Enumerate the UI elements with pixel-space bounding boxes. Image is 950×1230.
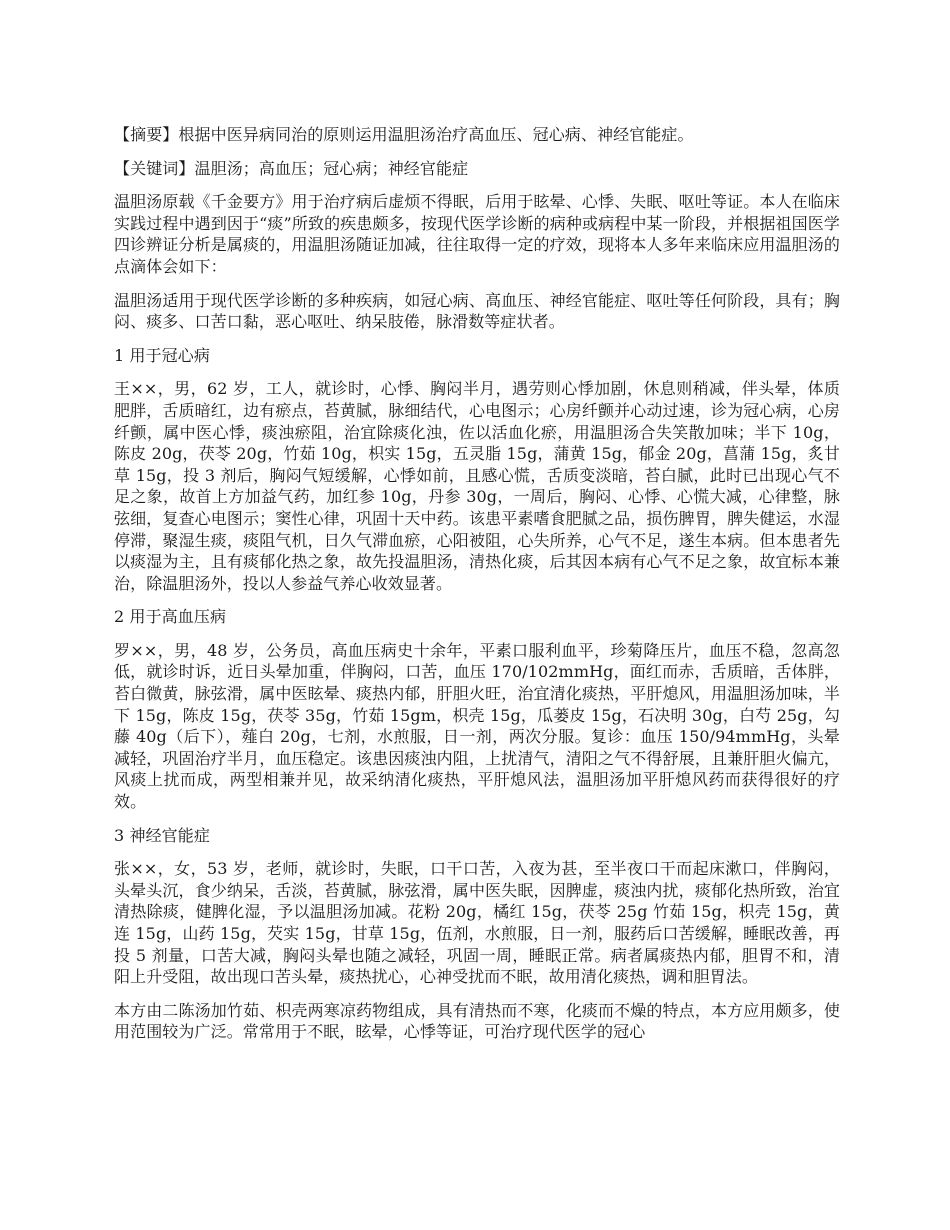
section-heading-neurosis: 3 神经官能症 [114,825,210,845]
section-heading-coronary: 1 用于冠心病 [114,345,210,365]
abstract-paragraph: 【摘要】根据中医异病同治的原则运用温胆汤治疗高血压、冠心病、神经官能症。 [114,125,694,144]
intro-paragraph-1: 温胆汤原载《千金要方》用于治疗病后虚烦不得眠，后用于眩晕、心悸、失眠、呕吐等证。本人在临床实践过程中遇到因于“痰”所致的疾患颇多，按现代医学诊断的病种或病程中某一阶段，并根据祖国医学四诊辨证分析是属痰的，用温胆汤随证加减，往往取得一定的疗效，现将本人多年来临床应用温胆汤的点滴体会如下： [114,192,840,276]
section-body-hypertension: 罗××，男，48 岁，公务员，高血压病史十余年，平素口服利血平，珍菊降压片，血压不稳，忽高忽低，就诊时诉，近日头晕加重，伴胸闷，口苦，血压 170/102mmHg，面红而赤，舌质暗，舌体胖，苔白微黄，脉弦滑，属中医眩晕、痰热内郁，肝胆火旺，治宜清化痰热，平肝熄风，用温胆汤加味，半下 15g，陈皮 15g，茯苓 35g，竹茹 15gm，枳壳 15g，瓜蒌皮 15g，石决明 30g，白芍 25g，勾藤 40g（后下），薤白 20g，七剂，水煎服，日一剂，两次分服。复诊：血压 150/94mmHg，头晕减轻，巩固治疗半月，血压稳定。该患因痰浊内阻，上扰清气，清阳之气不得舒展，且兼肝胆火偏亢，风痰上扰而成，两型相兼并见，故采纳清化痰热，平肝熄风法，温胆汤加平肝熄风药而获得很好的疗效。 [114,640,840,812]
intro-paragraph-2: 温胆汤适用于现代医学诊断的多种疾病，如冠心病、高血压、神经官能症、呕吐等任何阶段，具有；胸闷、痰多、口苦口黏，恶心呕吐、纳呆肢倦，脉滑数等症状者。 [114,290,840,332]
section-heading-hypertension: 2 用于高血压病 [114,607,227,627]
section-body-neurosis: 张××，女，53 岁，老师，就诊时，失眠，口干口苦，入夜为甚，至半夜口干而起床漱口，伴胸闷，头晕头沉，食少纳呆，舌淡，苔黄腻，脉弦滑，属中医失眠，因脾虚，痰浊内扰，痰郁化热所致，治宜清热除痰，健脾化湿，予以温胆汤加减。花粉 20g，橘红 15g，茯苓 25g 竹茹 15g，枳壳 15g，黄连 15g，山药 15g，芡实 15g，甘草 15g，伍剂，水煎服，日一剂，服药后口苦缓解，睡眠改善，再投 5 剂量，口苦大减，胸闷头晕也随之减轻，巩固一周，睡眠正常。病者属痰热内郁，胆胃不和，清阳上升受阻，故出现口苦头晕，痰热扰心，心神受扰而不眠，故用清化痰热，调和胆胃法。 [114,859,840,987]
closing-paragraph: 本方由二陈汤加竹茹、枳壳两寒凉药物组成，具有清热而不寒，化痰而不燥的特点，本方应用颇多，使用范围较为广泛。常常用于不眠，眩晕，心悸等证，可治疗现代医学的冠心 [114,1000,840,1042]
keywords-paragraph: 【关键词】温胆汤；高血压；冠心病；神经官能症 [114,158,469,178]
article-body [114,124,840,1055]
section-body-coronary: 王××，男，62 岁，工人，就诊时，心悸、胸闷半月，遇劳则心悸加剧，休息则稍减，伴头晕，体质肥胖，舌质暗红，边有瘀点，苔黄腻，脉细结代，心电图示；心房纤颤并心动过速，诊为冠心病，心房纤颤，属中医心悸，痰浊瘀阻，治宜除痰化浊，佐以活血化瘀，用温胆汤合失笑散加味；半下 10g，陈皮 20g，茯苓 20g，竹茹 10g，枳实 15g，五灵脂 15g，蒲黄 15g，郁金 20g，菖蒲 15g，炙甘草 15g，投 3 剂后，胸闷气短缓解，心悸如前，且感心慌，舌质变淡暗，苔白腻，此时已出现心气不足之象，故首上方加益气药，加红参 10g，丹参 30g，一周后，胸闷、心悸、心慌大减，心律整，脉弦细，复查心电图示；窦性心律，巩固十天中药。该患平素嗜食肥腻之品，损伤脾胃，脾失健运，水湿停滞，聚湿生痰，痰阻气机，日久气滞血瘀，心阳被阻，心失所养，心气不足，遂生本病。但本患者先以痰湿为主，且有痰郁化热之象，故先投温胆汤，清热化痰，后其因本病有心气不足之象，故宜标本兼治，除温胆汤外，投以人参益气养心收效显著。 [114,379,840,593]
